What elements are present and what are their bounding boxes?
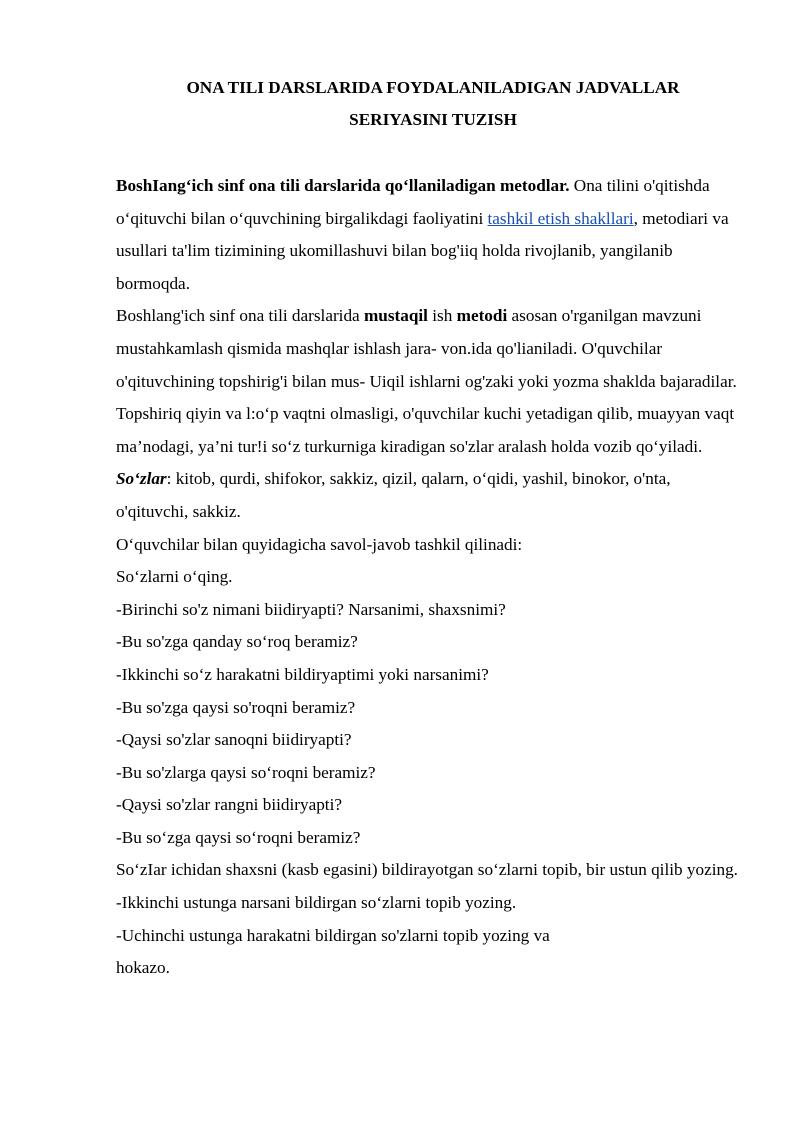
text-line: O‘quvchilar bilan quyidagicha savol-javob tashkil qilinadi:	[116, 534, 523, 554]
words-list: : kitob, qurdi, shifokor, sakkiz, qizil, qalarn, o‘qidi, yashil, binokor, o'nta, o'qituvchi, sakkiz.	[116, 469, 671, 521]
title-line-2: SERIYASINI TUZISH	[349, 110, 517, 129]
question-line: -Bu so‘zga qaysi so‘roqni beramiz?	[116, 827, 361, 847]
bold-term: metodi	[456, 306, 508, 326]
question-line: -Ikkinchi so‘z harakatni bildiryaptimi yoki narsanimi?	[116, 664, 489, 684]
task-line: -Ikkinchi ustunga narsani bildirgan so‘zlarni topib yozing.	[116, 893, 517, 913]
paragraph-lead-bold: BoshIang‘ich sinf ona tili darslarida qo‘llaniladigan metodlar.	[116, 176, 570, 195]
paragraph-text: asosan o'rganilgan mavzuni mustahkamlash qismida mashqlar ishlash jara- von.ida qo'lianiladi. O'quvchilar o'qituvchining topshirig'i bilan mus- Uiqil ishlarni og'zaki yoki yozma shaklda bajaradilar. Topshiriq qiyin va l:o‘p vaqtni olmasligi, o'quvchilar kuchi yetadigan qilib, muayyan vaqt ma’nodagi, ya’ni tur!i so‘z turkurniga kiradigan so'zlar aralash holda vozib qo‘yiladi.	[116, 306, 737, 456]
document-title	[116, 72, 750, 136]
question-line: -Qaysi so'zlar rangni biidiryapti?	[116, 795, 342, 815]
text-line: So‘zlarni o‘qing.	[116, 567, 233, 587]
paragraph-text: Ona tilini o'qitishda o‘qituvchi bilan o‘quvchining birgalikdagi faoliyatini	[116, 176, 710, 228]
document-body	[116, 170, 744, 985]
task-line: -Uchinchi ustunga harakatni bildirgan so'zlarni topib yozing va	[116, 925, 550, 945]
forms-of-organization-link[interactable]: tashkil etish shakllari	[487, 208, 634, 228]
question-line: -Bu so'zlarga qaysi so‘roqni beramiz?	[116, 762, 376, 782]
question-line: -Qaysi so'zlar sanoqni biidiryapti?	[116, 730, 352, 750]
paragraph-text: , metodiari va usullari ta'lim tizimining ukomillashuvi bilan bog'iiq holda rivojlanib, yangilanib bormoqda.	[116, 208, 729, 293]
paragraph-methods	[116, 170, 744, 300]
paragraph-text: ish	[427, 306, 457, 326]
bold-term: mustaqil	[363, 306, 428, 326]
paragraph-text: Boshlang'ich sinf ona tili darslarida	[116, 306, 364, 326]
task-line: hokazo.	[116, 958, 170, 978]
paragraph-words	[116, 463, 744, 528]
task-line: So‘zIar ichidan shaxsni (kasb egasini) bildirayotgan so‘zlarni topib, bir ustun qilib yozing.	[116, 860, 738, 880]
question-line: -Bu so'zga qanday so‘roq beramiz?	[116, 632, 358, 652]
paragraph-independent-work	[116, 300, 744, 463]
question-line: -Bu so'zga qaysi so'roqni beramiz?	[116, 697, 356, 717]
title-line-1: ONA TILI DARSLARIDA FOYDALANILADIGAN JADVALLAR	[186, 78, 680, 97]
words-label: So‘zlar	[116, 469, 167, 489]
question-line: -Birinchi so'z nimani biidiryapti? Narsanimi, shaxsnimi?	[116, 599, 506, 619]
